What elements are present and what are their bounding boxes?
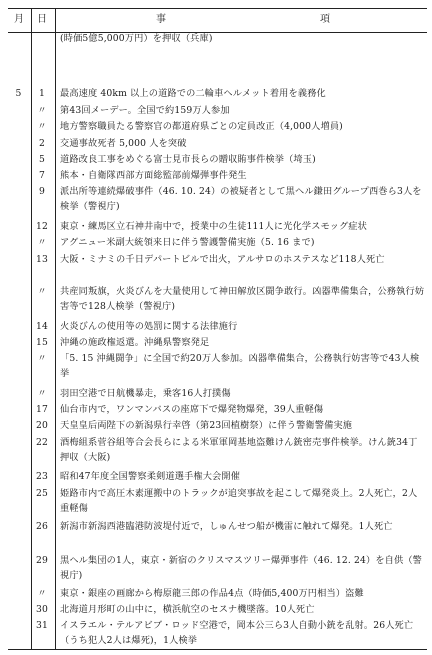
row-event-text: 派出所等連続爆破事件（46. 10. 24）の被疑者として黒ヘル鎌田グループ西巻ら3人を検挙（警視庁)	[60, 186, 422, 212]
row-day: 23	[36, 471, 48, 482]
row-event-text: 昭和47年度全国警察柔剣道選手権大会開催	[60, 471, 241, 482]
row-event-text: 大阪・ミナミの千日デパートビルで出火，アルサロのホステスなど118人死亡	[60, 254, 385, 265]
row-day: 25	[36, 488, 48, 499]
row-event-text: 東京・銀座の画廊から梅原龍三郎の作品4点（時価5,400万円相当）盗難	[60, 588, 364, 599]
row-day: 〃	[37, 105, 47, 116]
row-event-text: 熊本・自衛隊西部方面総監部前爆弾事件発生	[60, 170, 247, 181]
row-event-text: イスラエル・テルアビブ・ロッド空港で，岡本公三ら3人自動小銃を乱射。26人死亡（うち犯人2人は爆死)，1人検挙	[60, 620, 414, 646]
row-day: 〃	[37, 388, 47, 399]
row-day: 12	[36, 221, 48, 232]
row-event-text: 共産同叛旗，火炎びんを大量使用して神田解放区闘争敢行。凶器準備集合，公務執行妨害等で128人検挙（警視庁)	[60, 286, 425, 312]
row-event-text: 「5. 15 沖縄闘争」に全国で約20万人参加。凶器準備集合，公務執行妨害等で43人検挙	[60, 353, 420, 379]
row-event-text: 北海道月形町の山中に，横浜航空のセスナ機墜落。10人死亡	[60, 604, 315, 615]
row-event-text: 天皇皇后両陛下の新潟県行幸啓（第23回植樹祭）に伴う警衛警備実施	[60, 420, 353, 431]
row-day: 〃	[37, 121, 47, 132]
row-day: 13	[36, 254, 48, 265]
row-day: 2	[39, 138, 45, 149]
row-event-text: 仙台市内で，ワンマンバスの座席下で爆発物爆発，39人重軽傷	[60, 404, 324, 415]
row-event-text: 黒ヘル集団の1人，東京・新宿のクリスマスツリー爆弾事件（46. 12. 24）を自供（警視庁)	[60, 555, 423, 581]
row-event-text: 第43回メーデー。全国で約159万人参加	[60, 105, 230, 116]
row-day: 5	[39, 154, 45, 165]
row-event-text: アグニュー米副大統領来日に伴う警護警備実施（5. 16 まで)	[60, 237, 315, 248]
row-month: 5	[15, 88, 22, 99]
row-event-text: 東京・練馬区立石神井南中で，授業中の生徒111人に光化学スモッグ症状	[60, 221, 367, 232]
row-event-text: (時価5億5,000万円）を押収（兵庫)	[60, 33, 213, 44]
row-day: 〃	[37, 237, 47, 248]
row-event-text: 姫路市内で高圧木素運搬中のトラックが追突事故を起こして爆発炎上。2人死亡，2人重軽傷	[60, 488, 418, 514]
row-day: 22	[36, 437, 48, 448]
row-event-text: 最高速度 40km 以上の道路での二輪車ヘルメット着用を義務化	[60, 88, 326, 99]
row-event-text: 道路改良工事をめぐる富士見市長らの贈収賄事件検挙（埼玉)	[60, 154, 316, 165]
row-day: 〃	[37, 353, 47, 364]
row-event-text: 酒梅組系菅谷組等合会長らによる米軍軍岡基地盗難けん銃密売事件検挙。けん銃34丁押収（大阪)	[60, 437, 418, 463]
row-day: 9	[39, 186, 45, 197]
row-event-text: 火炎びんの使用等の処罰に関する法律施行	[60, 321, 238, 332]
row-event-text: 新潟市新潟西港臨港防波堤付近で，しゅんせつ船が機雷に触れて爆発。1人死亡	[60, 521, 393, 532]
row-day: 31	[36, 620, 48, 631]
column-divider-day	[55, 9, 56, 649]
row-event-text: 交通事故死者 5,000 人を突破	[60, 138, 187, 149]
row-day: 30	[36, 604, 48, 615]
header-event: 事	[156, 14, 166, 25]
row-day: 〃	[37, 588, 47, 599]
header-day: 日	[37, 14, 47, 25]
row-day: 7	[39, 170, 45, 181]
row-event-text: 地方警察職員たる警察官の都道府県ごとの定員改正（4,000人増員)	[60, 121, 343, 132]
header-month: 月	[14, 14, 24, 25]
row-event-text: 沖縄の施政権返還。沖縄県警察発足	[60, 337, 210, 348]
row-day: 26	[36, 521, 48, 532]
row-day: 17	[36, 404, 48, 415]
header-item: 項	[320, 14, 330, 25]
row-day: 15	[36, 337, 48, 348]
row-day: 29	[36, 555, 48, 566]
row-day: 〃	[37, 286, 47, 297]
row-day: 1	[39, 88, 45, 99]
row-event-text: 羽田空港で日航機暴走，乗客16人打撲傷	[60, 388, 231, 399]
row-day: 20	[36, 420, 48, 431]
chronology-table	[8, 8, 427, 650]
row-day: 14	[36, 321, 48, 332]
